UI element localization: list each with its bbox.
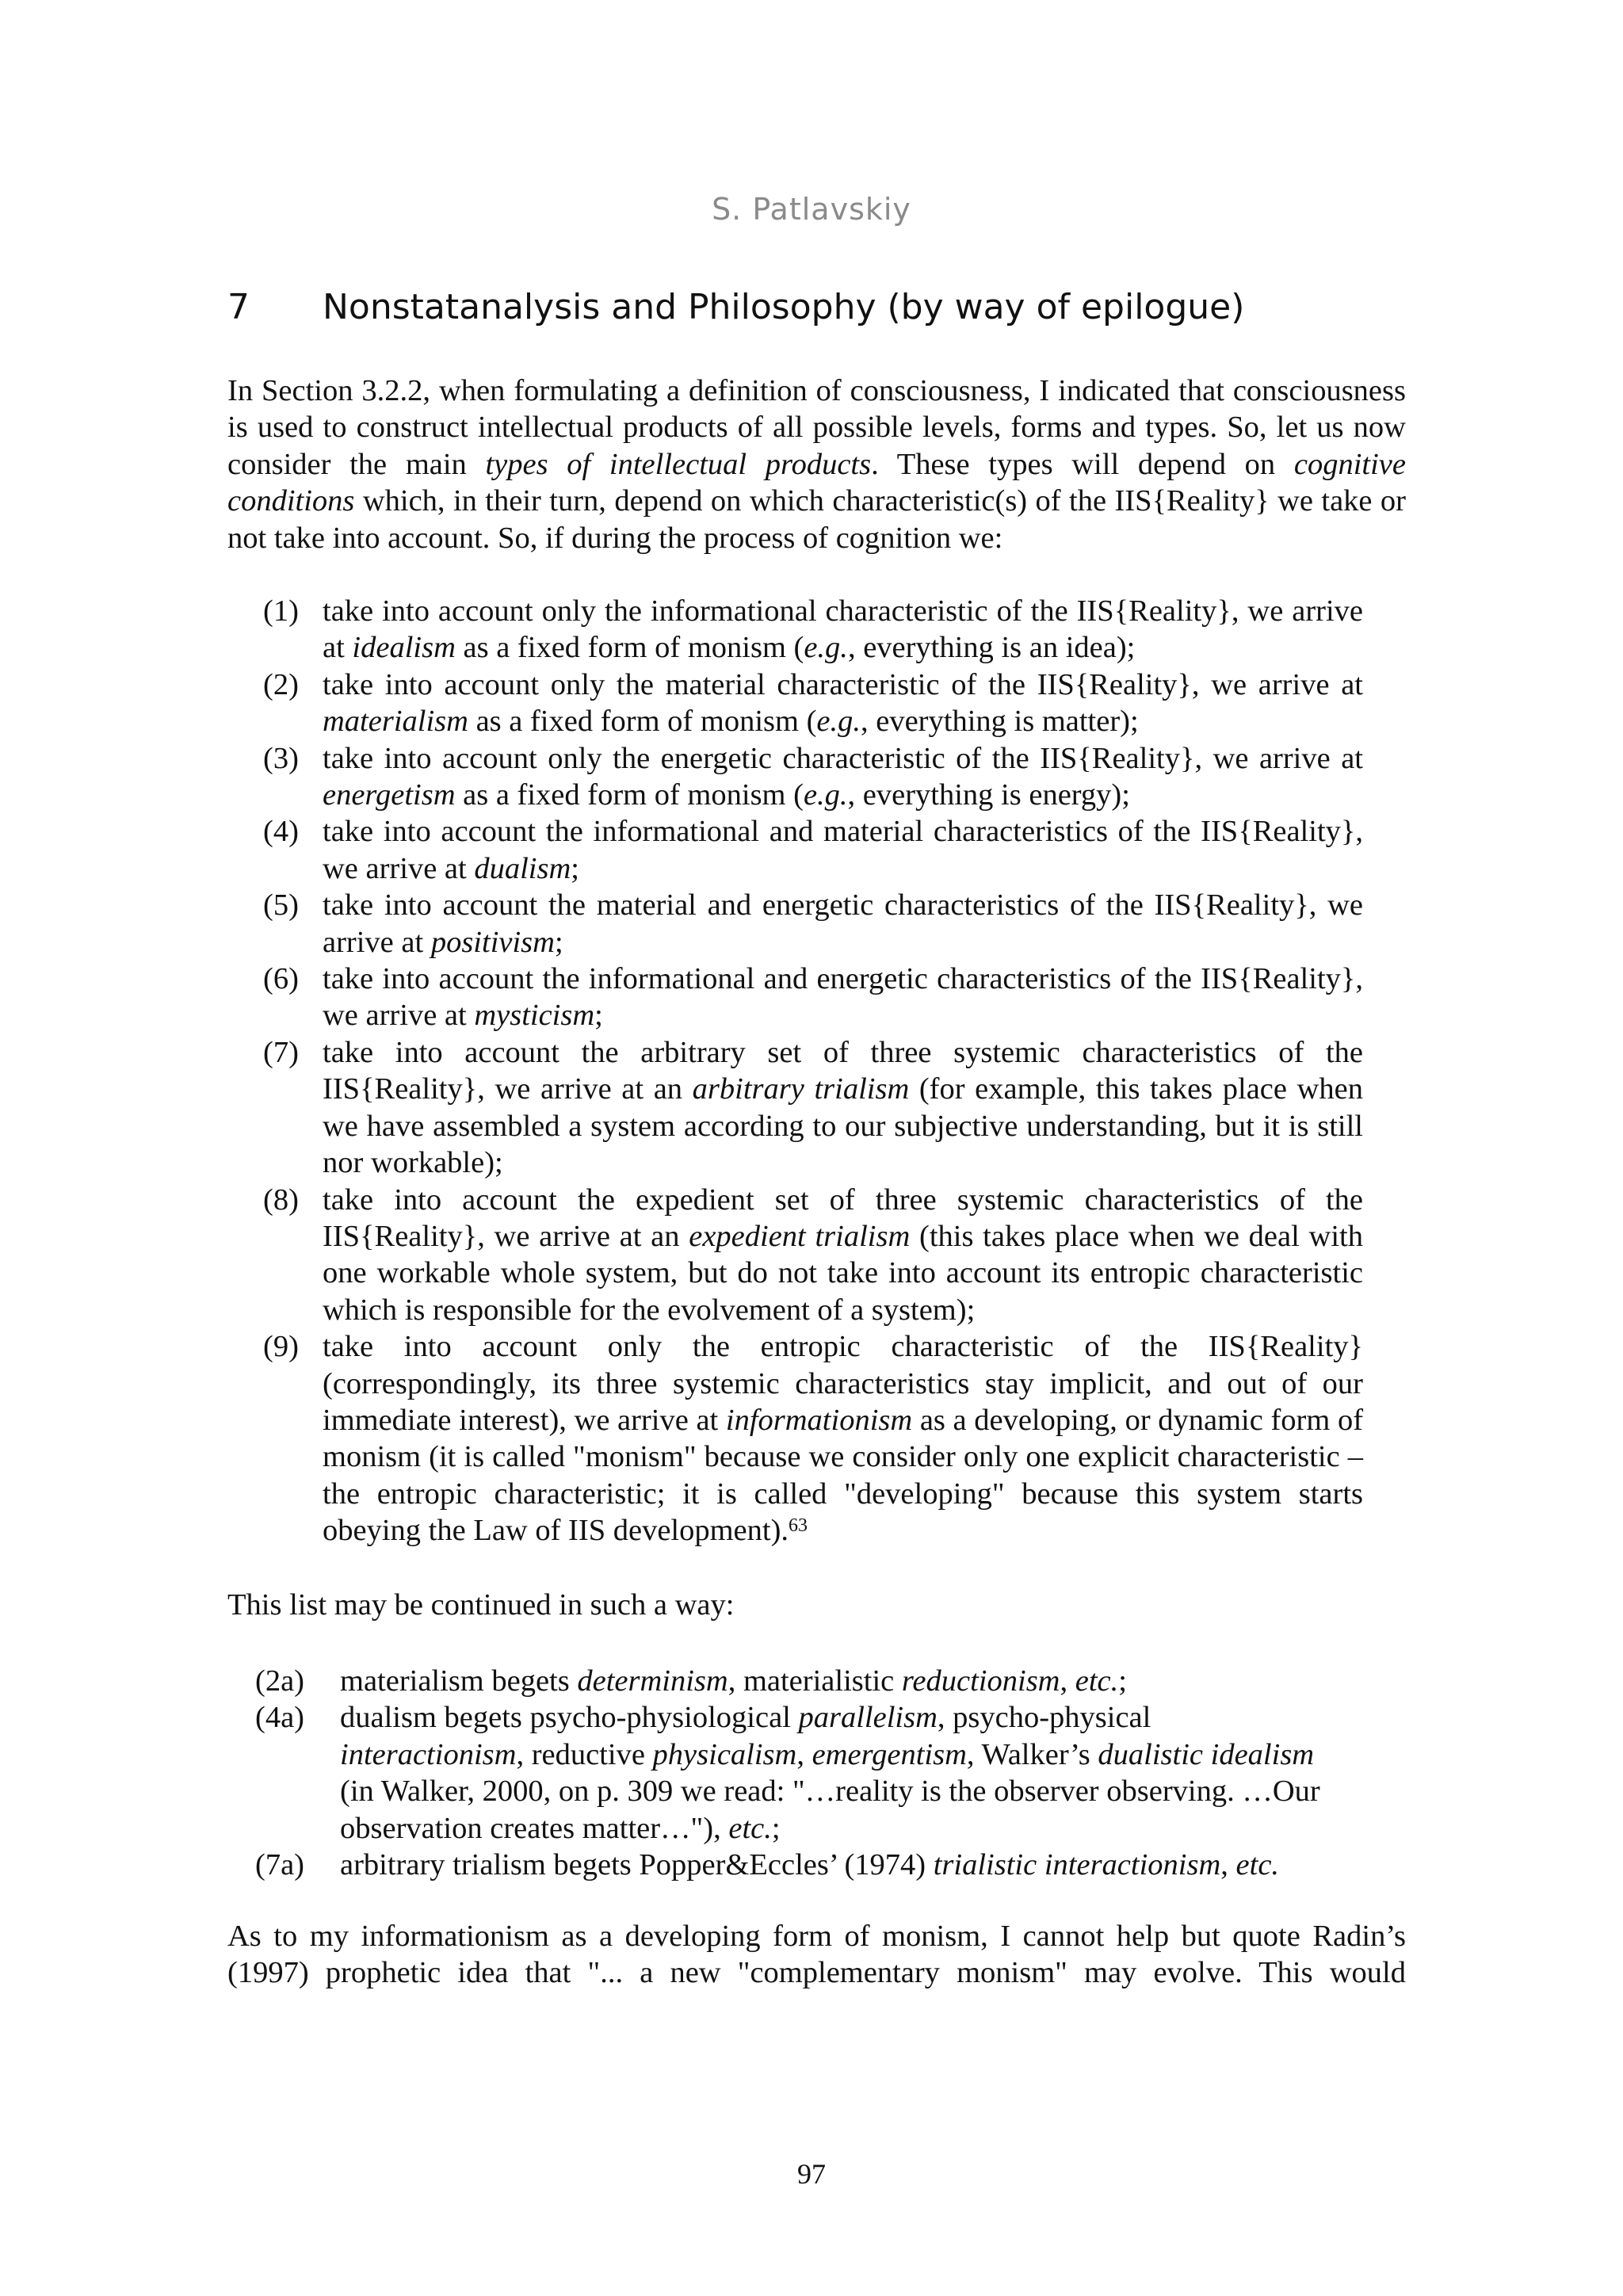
list-item: [227, 1034, 1363, 1182]
running-header-author: S. Patlavskiy: [712, 192, 911, 227]
list-item: [227, 667, 1363, 740]
list-item-label: (2): [263, 667, 299, 701]
list-item: [227, 1328, 1363, 1549]
list-item-text: materialism begets determinism, materialistic reductionism, etc.;: [340, 1664, 1127, 1698]
list-item: [227, 1663, 1337, 1699]
list-item-text: take into account only the energetic characteristic of the IIS{Reality}, we arrive at energetism as a fixed form of monism (e.g., everything is energy);: [323, 741, 1363, 812]
intro-paragraph: [227, 372, 1406, 556]
intro-text-2: . These types will depend on: [871, 447, 1294, 481]
continue-paragraph: This list may be continued in such a way:: [227, 1588, 735, 1622]
intro-text-1: In Section 3.2.2, when formulating a definition of consciousness, I indicated that consciousness is used to construct intellectual products of all possible levels, forms and types. So, let us now consider the main: [227, 374, 1406, 481]
list-item-label: (5): [263, 888, 299, 923]
list-item-text: take into account only the entropic characteristic of the IIS{Reality} (correspondingly, its three systemic characteristics stay implicit, and out of our immediate interest), we arrive at informationism as a developing, or dynamic form of monism (it is called "monism" because we consider only one explicit characteristic – the entropic characteristic; it is called "developing" because this system starts obeying the Law of IIS development).$^{63}$: [323, 1330, 1364, 1548]
intro-emphasis-2: cognitive conditions: [227, 447, 1406, 518]
section-title: Nonstatanalysis and Philosophy (by way of epilogue): [323, 287, 1245, 327]
cognition-list: [227, 593, 1363, 1549]
list-item-text: take into account the arbitrary set of three systemic characteristics of the IIS{Reality}, we arrive at an arbitrary trialism (for example, this takes place when we have assembled a system according to our subjective understanding, but it is still nor workable);: [323, 1035, 1363, 1180]
section-heading: [227, 287, 1416, 327]
list-item: [227, 740, 1363, 814]
list-item-label: (1): [263, 594, 299, 628]
list-item: [227, 593, 1363, 667]
list-item-label: (7a): [255, 1848, 304, 1882]
list-item-label: (8): [263, 1182, 299, 1217]
list-item-text: take into account the material and energetic characteristics of the IIS{Reality}, we arrive at positivism;: [323, 888, 1363, 959]
list-item-label: (9): [263, 1330, 299, 1364]
list-item: [227, 813, 1363, 887]
list-item-text: take into account only the material characteristic of the IIS{Reality}, we arrive at materialism as a fixed form of monism (e.g., everything is matter);: [323, 667, 1363, 739]
continuation-list: [227, 1663, 1337, 1883]
list-item: [227, 887, 1363, 961]
list-item: [227, 1182, 1363, 1329]
list-item-text: take into account the informational and energetic characteristics of the IIS{Reality}, we arrive at mysticism;: [323, 962, 1363, 1033]
footnote-marker[interactable]: 63: [789, 1515, 808, 1537]
list-item-label: (2a): [255, 1664, 304, 1698]
intro-text-3: which, in their turn, depend on which characteristic(s) of the IIS{Reality} we take or not take into account. So, if during the process of cognition we:: [227, 484, 1406, 555]
list-item-text: take into account the informational and material characteristics of the IIS{Reality}, we arrive at dualism;: [323, 815, 1363, 885]
section-number: 7: [227, 287, 250, 327]
list-item-text: take into account the expedient set of three systemic characteristics of the IIS{Reality}, we arrive at an expedient trialism (this takes place when we deal with one workable whole system, but do not take into account its entropic characteristic which is responsible for the evolvement of a system);: [323, 1182, 1363, 1327]
list-item-text: take into account only the informational characteristic of the IIS{Reality}, we arrive at idealism as a fixed form of monism (e.g., everything is an idea);: [323, 594, 1363, 665]
page-number: 97: [797, 2158, 826, 2190]
closing-paragraph: As to my informationism as a developing form of monism, I cannot help but quote Radin’s (1997) prophetic idea that "... a new "complementary monism" may evolve. This would: [227, 1920, 1406, 1990]
intro-emphasis-1: types of intellectual products: [485, 447, 872, 481]
list-item-label: (7): [263, 1035, 299, 1069]
list-item-label: (6): [263, 962, 299, 996]
list-item-label: (4): [263, 815, 299, 849]
list-item-text: dualism begets psycho-physiological parallelism, psycho-physical interactionism, reductive physicalism, emergentism, Walker’s dualistic idealism (in Walker, 2000, on p. 309 we read: "…reality is the observer observing. …Our observation creates matter…"), etc.;: [340, 1701, 1320, 1845]
list-item-text: arbitrary trialism begets Popper&Eccles’ (1974) trialistic interactionism, etc.: [340, 1848, 1280, 1882]
list-item: [227, 1699, 1337, 1847]
list-item: [227, 961, 1363, 1034]
list-item-label: (4a): [255, 1701, 304, 1735]
list-item-label: (3): [263, 741, 299, 775]
list-item: [227, 1847, 1337, 1883]
